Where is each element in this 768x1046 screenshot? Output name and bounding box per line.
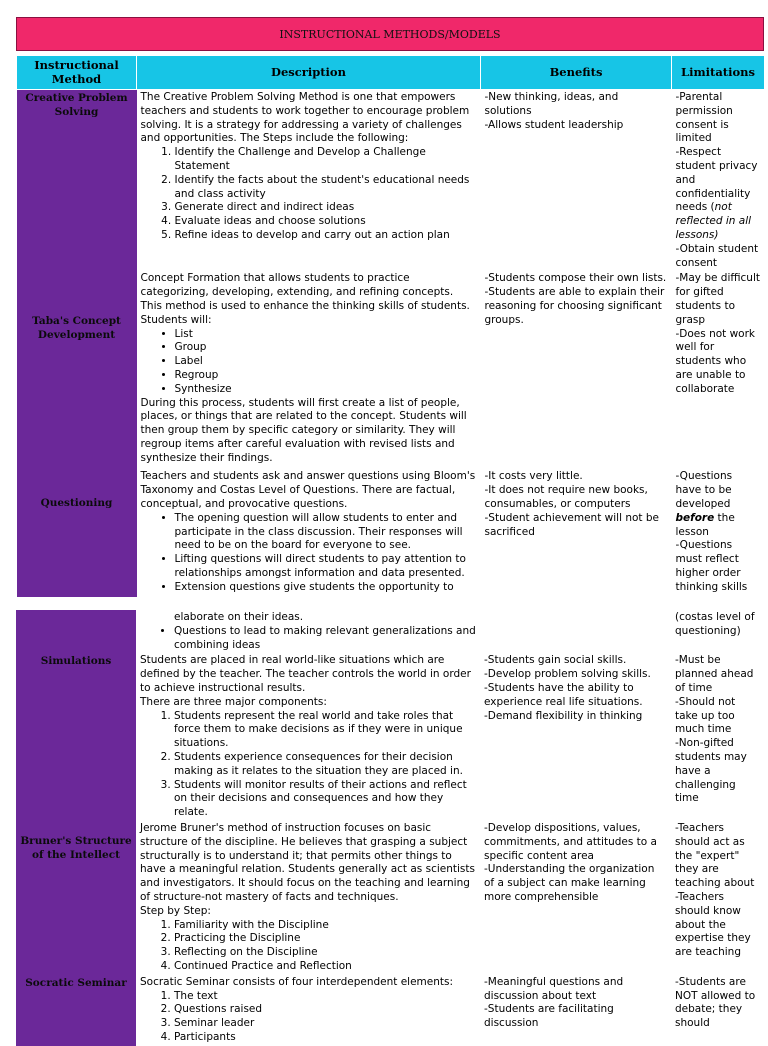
limitation-note: not reflected in all lessons) bbox=[675, 201, 752, 241]
list-item: • List bbox=[175, 328, 477, 342]
limitation-line: -Teachers should act as the "expert" they are teaching about bbox=[675, 821, 755, 890]
benefits-cell bbox=[481, 90, 672, 272]
description-cell bbox=[136, 975, 480, 1046]
limitation-line bbox=[676, 146, 761, 243]
description-text: Students are placed in real world-like situations which are defined by the teacher. The teacher controls the world in order to achieve instructional results. bbox=[140, 654, 471, 694]
limitation-line: -Teachers should know about the expertise they are teaching bbox=[675, 890, 751, 959]
benefit-line: -New thinking, ideas, and solutions bbox=[484, 91, 619, 117]
list-item: 2. Students experience consequences for their decision making as it relates to the situation they are placed in. bbox=[174, 751, 476, 779]
list-item: 2. Practicing the Discipline bbox=[174, 932, 476, 946]
description-text: Teachers and students ask and answer questions using Bloom's Taxonomy and Costas Level of Questions. There are factual, conceptual, and provocative questions. bbox=[140, 470, 476, 510]
table-header-row bbox=[17, 56, 765, 90]
limitation-line: -Does not work well for students who are unable to collaborate bbox=[675, 327, 756, 395]
steps-list bbox=[140, 710, 476, 820]
limitation-text: the lesson bbox=[675, 511, 735, 538]
list-item: 4. Continued Practice and Reflection bbox=[174, 960, 476, 974]
limitation-line: -Questions must reflect higher order thinking skills bbox=[675, 539, 748, 593]
list-item: 5. Refine ideas to develop and carry out an action plan bbox=[175, 229, 477, 243]
limitation-text: -Questions have to be developed bbox=[675, 470, 733, 510]
benefit-line: -Meaningful questions and discussion about text bbox=[484, 975, 624, 1002]
list-item: 4. Participants bbox=[174, 1031, 476, 1045]
limitations-cell bbox=[672, 271, 765, 469]
description-cell bbox=[137, 90, 481, 272]
list-item: 3. Students will monitor results of their actions and reflect on their decisions and consequences and how they relate. bbox=[174, 779, 476, 820]
method-label: Bruner's Structure of the Intellect bbox=[20, 834, 132, 861]
list-item: • Regroup bbox=[175, 369, 477, 383]
header-benefits: Benefits bbox=[481, 56, 672, 90]
limitation-line: -May be difficult for gifted students to grasp bbox=[675, 272, 760, 326]
list-item: • Synthesize bbox=[175, 383, 477, 397]
method-cell: Socratic Seminar bbox=[16, 975, 136, 1046]
limitations-cell bbox=[671, 610, 764, 653]
header-method: Instructional Method bbox=[17, 56, 137, 90]
description-text: The Creative Problem Solving Method is one that empowers teachers and students to work together to encourage problem solving. It is a strategy for addressing a variety of challenges and opportunities. The Steps include the following: bbox=[140, 91, 470, 145]
list-item: 2. Questions raised bbox=[174, 1003, 476, 1017]
limitations-cell bbox=[672, 90, 765, 272]
steps-list bbox=[140, 990, 476, 1045]
table-row-questioning bbox=[17, 469, 765, 597]
list-item: 3. Generate direct and indirect ideas bbox=[175, 201, 477, 215]
header-limitations: Limitations bbox=[672, 56, 765, 90]
description-text: Step by Step: bbox=[140, 904, 211, 917]
description-text: Jerome Bruner's method of instruction focuses on basic structure of the discipline. He believes that grasping a subject structurally is to understand it; that permits other things to have a meaningful relation. Students generally act as scientists and investigators. It should focus on the teaching and learning of structure-not mastery of facts and techniques. bbox=[140, 821, 475, 903]
method-label: Taba's Concept Development bbox=[32, 315, 121, 342]
limitations-cell bbox=[671, 653, 764, 821]
limitation-text: -Respect student privacy and confidentiality needs ( bbox=[675, 146, 758, 214]
description-text: During this process, students will first create a list of people, places, or things that are related to the concept. Students will then group them by specific category or similarity. They will regroup items after careful evaluation with revised lists and synthesize their findings. bbox=[140, 396, 467, 464]
table-row-socratic-seminar bbox=[16, 975, 764, 1046]
benefit-line: -Students have the ability to experience real life situations. bbox=[484, 681, 643, 708]
list-item: • Extension questions give students the opportunity to bbox=[175, 581, 477, 595]
method-label: Questioning bbox=[40, 497, 113, 510]
benefit-line: -Develop problem solving skills. bbox=[484, 668, 651, 681]
benefit-line: -It costs very little. bbox=[484, 470, 583, 483]
benefits-cell bbox=[480, 821, 671, 975]
table-row-simulations bbox=[16, 653, 764, 821]
list-item: 2. Identify the facts about the student's educational needs and class activity bbox=[175, 174, 477, 202]
list-item: • Label bbox=[175, 355, 477, 369]
header-description: Description bbox=[137, 56, 481, 90]
limitation-line: -Must be planned ahead of time bbox=[675, 654, 754, 694]
limitation-line: -Obtain student consent bbox=[675, 242, 759, 269]
method-cell bbox=[17, 469, 137, 597]
benefit-line: -Develop dispositions, values, commitments, and attitudes to a specific content area bbox=[484, 821, 657, 862]
limitation-line bbox=[676, 470, 761, 539]
method-cell bbox=[16, 610, 136, 653]
list-item: 1. Students represent the real world and take roles that force them to make decisions as if they were in unique situations. bbox=[174, 710, 476, 751]
description-text: There are three major components: bbox=[140, 695, 327, 708]
benefits-cell bbox=[480, 975, 671, 1046]
list-item: 3. Reflecting on the Discipline bbox=[174, 946, 476, 960]
table-row-taba-concept-development bbox=[17, 271, 765, 469]
list-item: 1. Familiarity with the Discipline bbox=[174, 919, 476, 933]
limitations-cell bbox=[671, 821, 764, 975]
method-cell bbox=[16, 821, 136, 975]
benefit-line: -Understanding the organization of a subject can make learning more comprehensible bbox=[484, 863, 655, 903]
benefits-cell bbox=[480, 653, 671, 821]
list-item: elaborate on their ideas. bbox=[174, 611, 304, 623]
benefit-line: -It does not require new books, consumables, or computers bbox=[484, 484, 648, 510]
limitation-line: (costas level of questioning) bbox=[675, 611, 755, 637]
description-cell bbox=[137, 469, 481, 597]
description-cell bbox=[136, 653, 480, 821]
table-row-questioning-continued bbox=[16, 610, 764, 653]
description-cell bbox=[136, 821, 480, 975]
benefits-cell bbox=[481, 469, 672, 597]
table-row-bruners-structure bbox=[16, 821, 764, 975]
description-cell bbox=[136, 610, 480, 653]
methods-table-part-2 bbox=[16, 610, 764, 1046]
benefit-line: -Students are able to explain their reasoning for choosing significant groups. bbox=[484, 286, 665, 326]
limitation-line: -Parental permission consent is limited bbox=[675, 91, 733, 145]
list-item: • The opening question will allow students to enter and participate in the class discussion. Their responses will need to be on the board for everyone to see. bbox=[175, 512, 477, 553]
table-row-creative-problem-solving bbox=[17, 90, 765, 272]
list-item: • Group bbox=[175, 341, 477, 355]
list-item: 1. The text bbox=[174, 990, 476, 1004]
list-item: • Questions to lead to making relevant generalizations and combining ideas bbox=[174, 625, 476, 653]
limitations-cell bbox=[672, 469, 765, 597]
benefits-cell bbox=[480, 610, 671, 653]
method-cell bbox=[17, 271, 137, 469]
benefit-line: -Students gain social skills. bbox=[484, 654, 627, 667]
steps-list bbox=[140, 919, 476, 974]
benefit-line: -Allows student leadership bbox=[484, 118, 624, 131]
list-item: 4. Evaluate ideas and choose solutions bbox=[175, 215, 477, 229]
description-text: Socratic Seminar consists of four interdependent elements: bbox=[140, 975, 454, 988]
benefit-line: -Student achievement will not be sacrificed bbox=[484, 511, 660, 538]
list-item: 1. Identify the Challenge and Develop a Challenge Statement bbox=[175, 146, 477, 174]
limitation-line: -Non-gifted students may have a challenging time bbox=[675, 737, 747, 805]
list-item: 3. Seminar leader bbox=[174, 1017, 476, 1031]
benefit-line: -Students are facilitating discussion bbox=[484, 1003, 614, 1030]
bullet-list bbox=[141, 328, 477, 397]
method-cell: Creative Problem Solving bbox=[17, 90, 137, 272]
list-item: • Lifting questions will direct students to pay attention to relationships amongst information and data presented. bbox=[175, 553, 477, 581]
limitation-line: -Students are NOT allowed to debate; they should bbox=[675, 975, 756, 1030]
bullet-list bbox=[140, 611, 476, 652]
methods-table-part-1 bbox=[16, 55, 765, 597]
benefits-cell bbox=[481, 271, 672, 469]
bullet-list bbox=[141, 512, 477, 595]
limitation-line: -Should not take up too much time bbox=[675, 695, 736, 736]
benefit-line: -Demand flexibility in thinking bbox=[484, 709, 643, 722]
steps-list bbox=[141, 146, 477, 243]
limitations-cell bbox=[671, 975, 764, 1046]
benefit-line: -Students compose their own lists. bbox=[484, 272, 667, 285]
page-title: INSTRUCTIONAL METHODS/MODELS bbox=[16, 17, 764, 51]
limitation-emphasis: before bbox=[675, 511, 715, 524]
method-cell: Simulations bbox=[16, 653, 136, 821]
description-text: Concept Formation that allows students to practice categorizing, developing, extending, and refining concepts. This method is used to enhance the thinking skills of students. Students will: bbox=[140, 272, 470, 326]
description-cell bbox=[137, 271, 481, 469]
